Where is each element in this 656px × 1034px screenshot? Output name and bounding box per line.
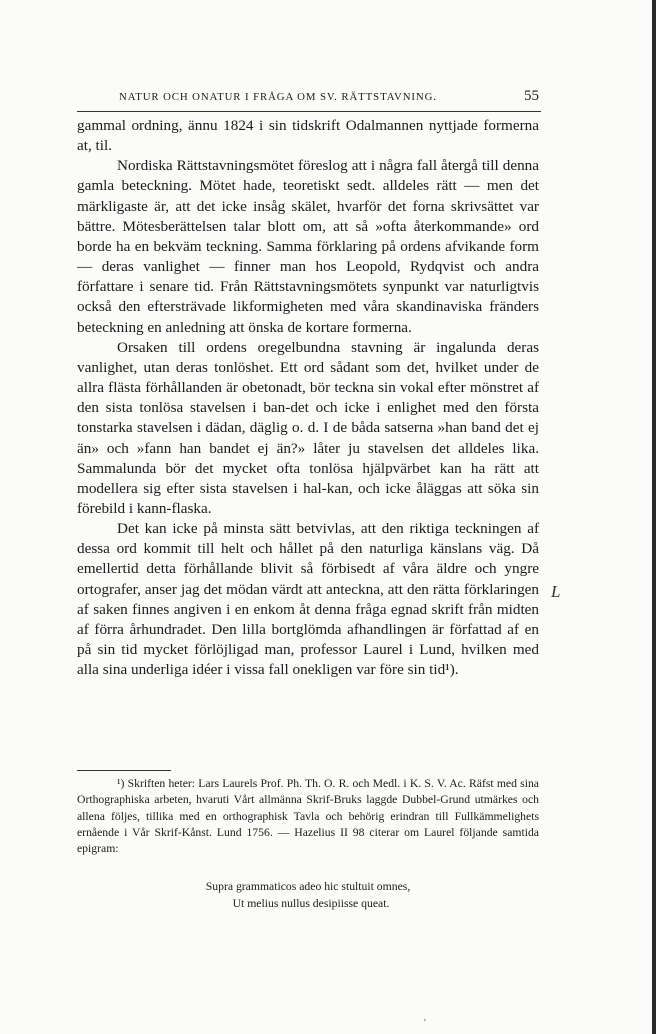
paragraph-3: Orsaken till ordens oregelbundna stavning är ingalunda deras vanlighet, utan deras tonlöshet. Ett ord sådant som det, hvilket under de allra flästa förhållanden är obetonadt, bör teckna sin vokal efter mönstret af den sista tonlösa stavelsen i ban-det och icke i enlighet med den första tonstarka stavelsen i dädan, däglig o. d. I de båda satserna »han band det ej än» och »fann han bandet ej än?» låter ju stavelsen det alldeles lika. Sammalunda bör det mycket ofta tonlösa hjälpvärbet kan ha rätt att modellera sig efter sista stavelsen i hal-kan, och icke åläggas att söka sin förebild i kann-flaska. (77, 338, 543, 517)
epigram-line-1: Supra grammaticos adeo hic stultuit omnes, (205, 880, 411, 893)
footnote-rule (77, 770, 171, 771)
epigram-line-2: Ut melius nullus desipiisse queat. (232, 897, 390, 910)
paragraph-1: gammal ordning, ännu 1824 i sin tidskrift Odalmannen nyttjade formerna at, til. (77, 117, 543, 155)
page-header (77, 89, 541, 112)
body-text (77, 116, 543, 680)
paragraph-4: Det kan icke på minsta sätt betvivlas, att den riktiga teckningen af dessa ord kommit till helt och hållet på den naturliga känslans väg. Då emellertid detta förhållande blivit så förbisedt af våra äldre och yngre ortografer, anser jag det mödan värdt att anteckna, att den rätta förklaringen af saken finnes angiven i en enkom åt denna fråga egnad skrift från midten af förra århundradet. Den lilla bortglömda afhandlingen är författad af en på sin tid mycket förlöjligad man, professor Laurel i Lund, hvilken med alla sina underliga idéer i vissa fall onekligen var före sin tid¹). (77, 520, 543, 679)
footnote (77, 776, 539, 857)
handwritten-margin-mark: L (551, 582, 561, 601)
epigram (0, 878, 656, 912)
bottom-pencil-mark: ' (424, 1018, 426, 1029)
paragraph-2: Nordiska Rättstavningsmötet föreslog att i några fall återgå till denna gamla beteckning. Mötet hade, teoretiskt sedt. alldeles rätt — men det märkligaste är, att det icke insåg skälet, hvarför det forna skrivsättet var bättre. Mötesberättelsen talar blott om, att så »ofta återkommande» ord borde ha en bekväm teckning. Samma förklaring på ordens afvikande form — deras vanlighet — finner man hos Leopold, Rydqvist och andra författare i senare tid. Från Rättstavningsmötets synpunkt var naturligtvis också den eftersträvade likformigheten med våra skandinaviska fränders beteckning en anledning att önska de kortare formerna. (77, 157, 543, 336)
footnote-text: ¹) Skriften heter: Lars Laurels Prof. Ph. Th. O. R. och Medl. i K. S. V. Ac. Räfst med sina Orthographiska arbeten, hvaruti Vårt allmänna Skrif-Bruks laggde Dubbel-Grund utmärkes och allena följes, tillika med en orthographisk Tavla och behörig erindran till Fullkämmelighets ernående i Vår Skrif-Kånst. Lund 1756. — Hazelius II 98 citerar om Laurel följande samtida epigram: (77, 777, 539, 856)
running-head: NATUR OCH ONATUR I FRÅGA OM SV. RÄTTSTAVNING. (119, 91, 437, 103)
page-number: 55 (524, 88, 539, 104)
